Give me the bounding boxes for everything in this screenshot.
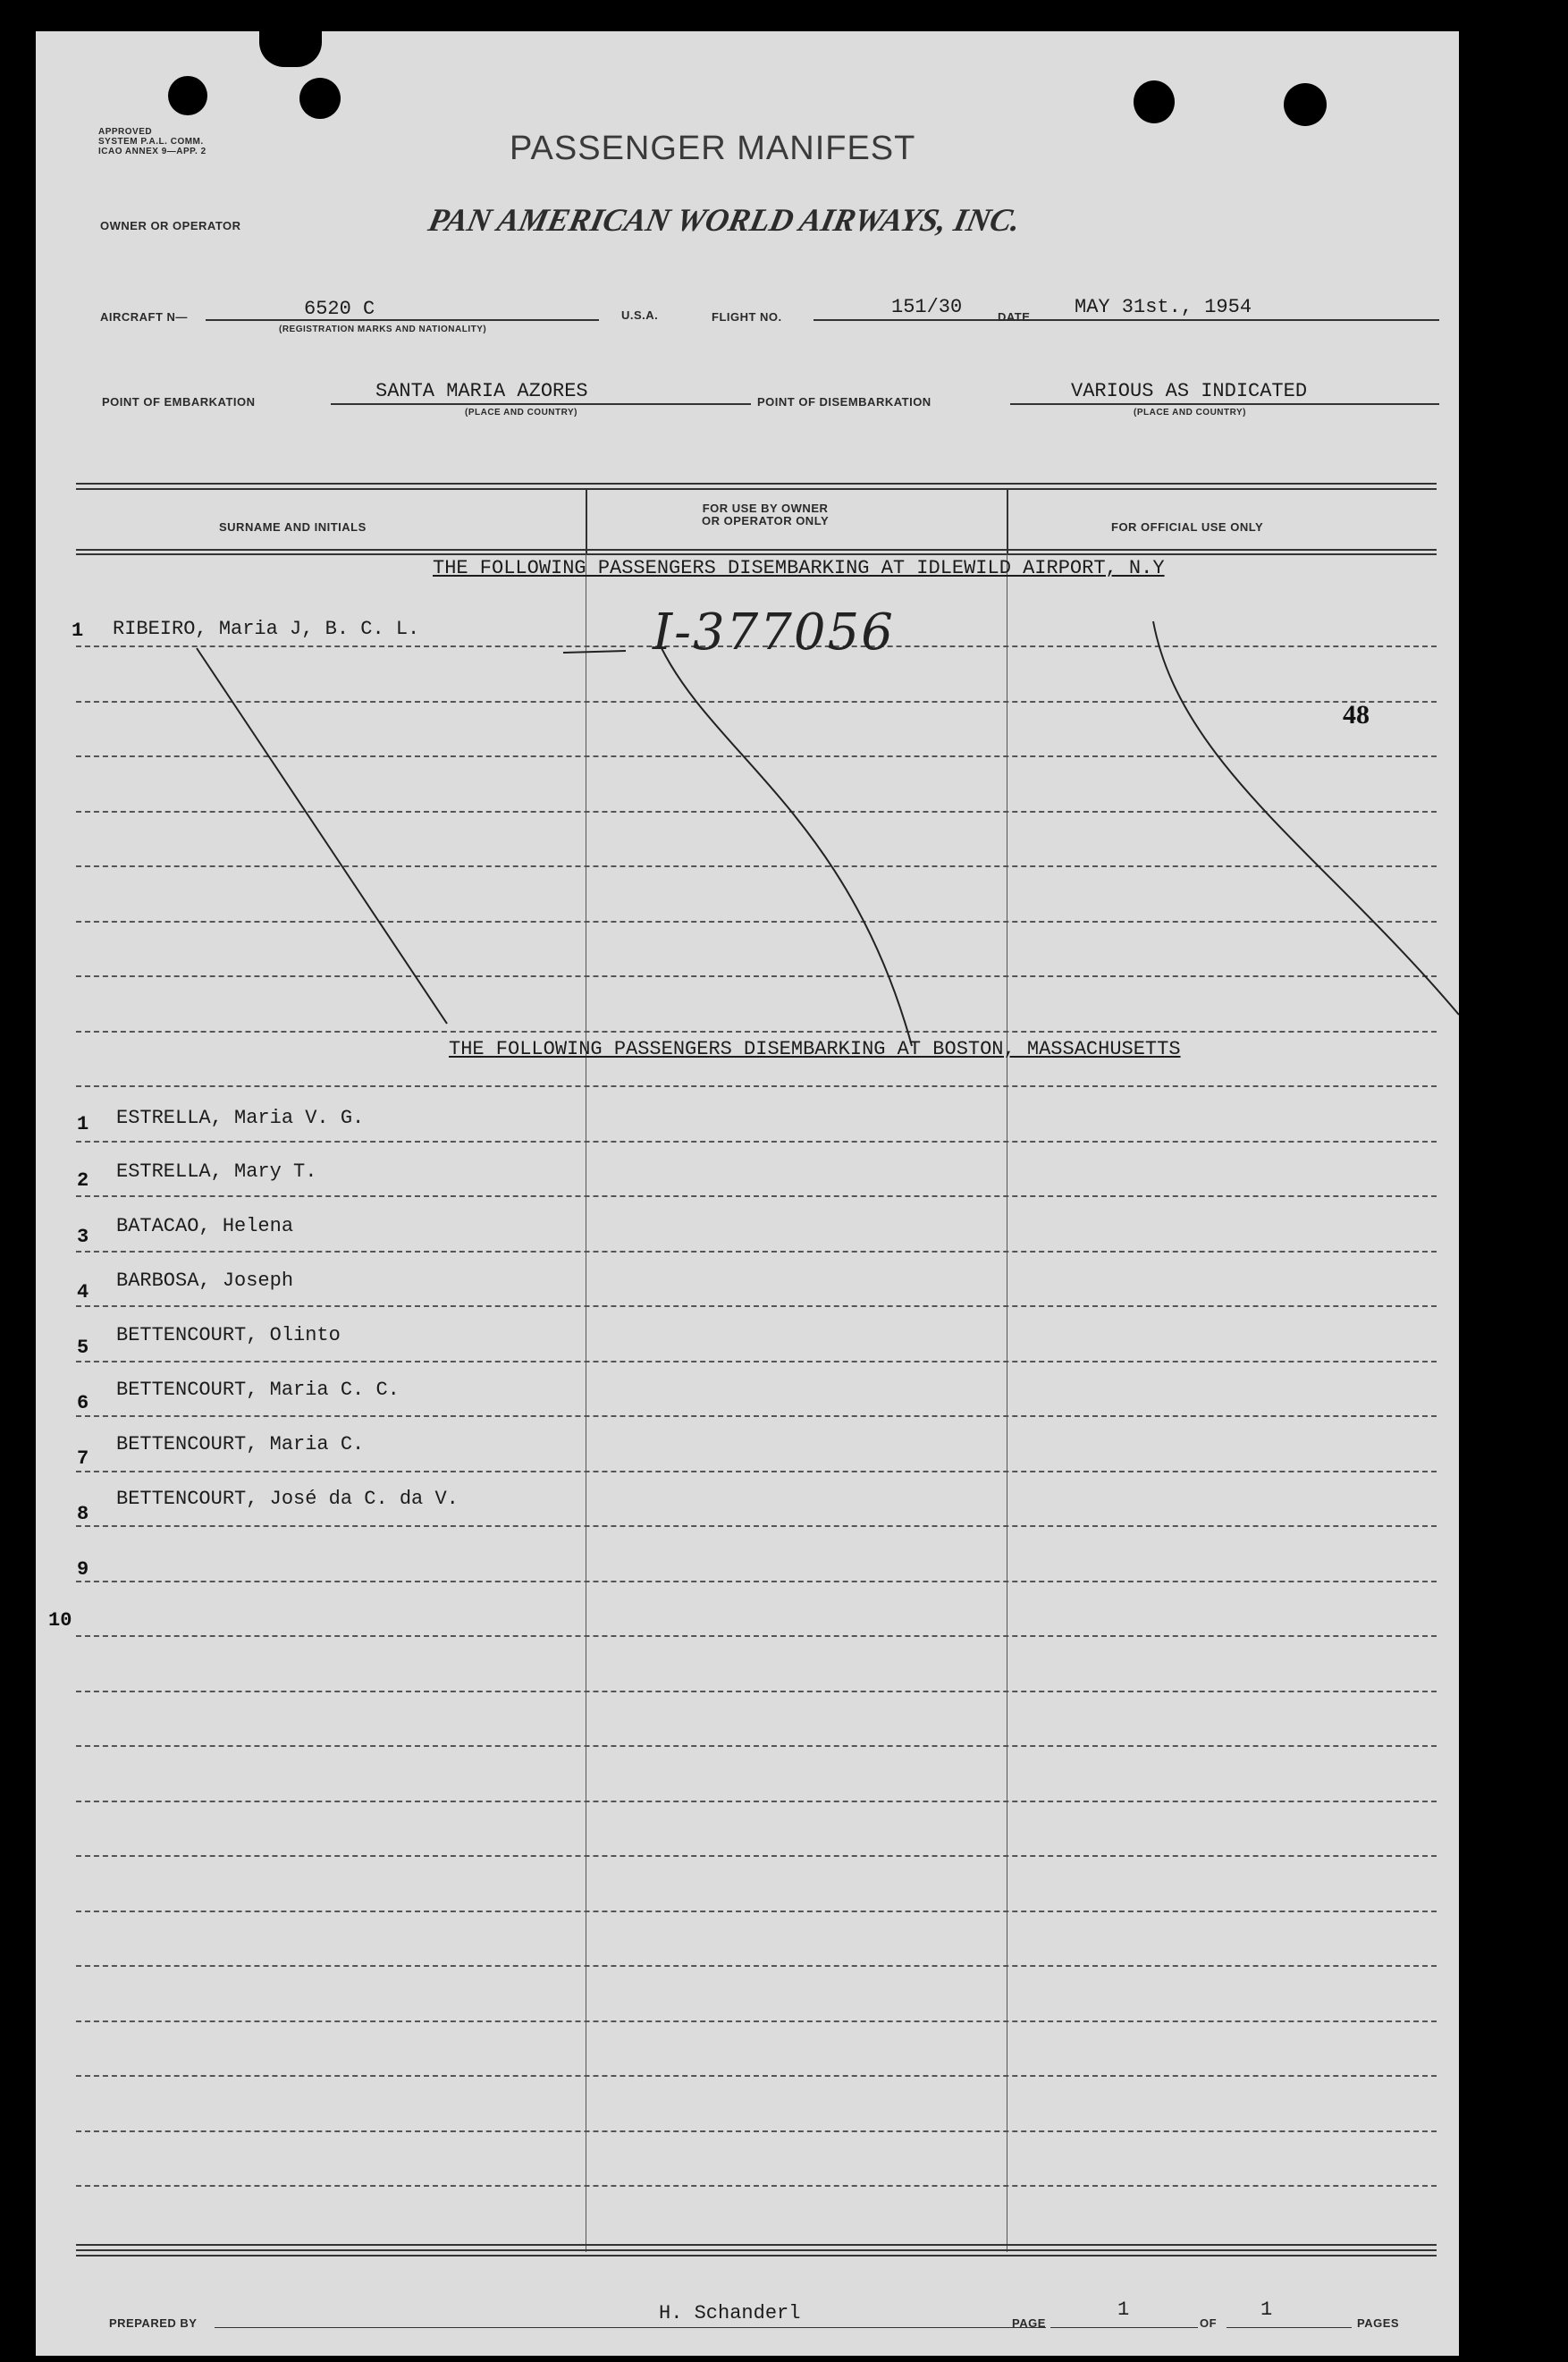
aircraft-label: AIRCRAFT N—: [100, 310, 188, 324]
owner-label: OWNER OR OPERATOR: [100, 219, 241, 232]
ruled-line: [76, 2075, 1437, 2077]
disembark-label: POINT OF DISEMBARKATION: [757, 395, 932, 409]
ruled-line: [76, 1361, 1437, 1362]
row-number: 2: [77, 1169, 89, 1192]
ruled-line: [76, 1305, 1437, 1307]
page-number: 1: [1117, 2299, 1130, 2321]
row-number: 10: [48, 1609, 72, 1632]
aircraft-value: 6520 C: [304, 298, 375, 320]
passenger-name: BETTENCOURT, Olinto: [116, 1324, 341, 1346]
page-title: PASSENGER MANIFEST: [510, 130, 916, 167]
date-value: MAY 31st., 1954: [1075, 296, 1252, 318]
ruled-line: [76, 1635, 1437, 1637]
embark-value: SANTA MARIA AZORES: [375, 380, 588, 402]
disembark-place-note: (PLACE AND COUNTRY): [1134, 408, 1246, 418]
disembark-value: VARIOUS AS INDICATED: [1071, 380, 1308, 402]
flight-label: FLIGHT NO.: [712, 310, 782, 324]
row-number: 6: [77, 1392, 89, 1414]
passenger-name: BARBOSA, Joseph: [116, 1270, 294, 1292]
col-owner-use-line: FOR USE BY OWNER: [702, 502, 829, 515]
embark-label: POINT OF EMBARKATION: [102, 395, 256, 409]
row-number: 9: [77, 1558, 89, 1581]
row-number: 7: [77, 1447, 89, 1470]
prepared-by: H. Schanderl: [659, 2302, 801, 2324]
row-number: 4: [77, 1281, 89, 1303]
ruled-line: [76, 1195, 1437, 1197]
row-number: 1: [72, 620, 84, 642]
ruled-line: [76, 1745, 1437, 1747]
ruled-line: [76, 1141, 1437, 1143]
pages-label: PAGES: [1357, 2316, 1400, 2330]
strike-line-2: [662, 648, 912, 1046]
strike-marks: [36, 31, 1459, 1104]
col-official: FOR OFFICIAL USE ONLY: [1111, 520, 1264, 534]
col-surname: SURNAME AND INITIALS: [219, 520, 367, 534]
flight-value: 151/30: [891, 296, 963, 318]
row-number: 3: [77, 1226, 89, 1248]
ruled-line: [76, 1525, 1437, 1527]
ruled-line: [76, 1911, 1437, 1912]
date-label: DATE: [998, 310, 1031, 324]
strike-line-1: [197, 648, 447, 1024]
section1-heading: THE FOLLOWING PASSENGERS DISEMBARKING AT IDLEWILD AIRPORT, N.Y: [433, 557, 1165, 579]
ruled-line: [76, 1965, 1437, 1967]
row-number: 5: [77, 1337, 89, 1359]
passenger-name: BETTENCOURT, José da C. da V.: [116, 1488, 459, 1510]
passenger-name: ESTRELLA, Maria V. G.: [116, 1107, 365, 1129]
usa-label: U.S.A.: [621, 308, 659, 322]
prepared-label: PREPARED BY: [109, 2316, 198, 2330]
page-label: PAGE: [1012, 2316, 1046, 2330]
embark-place-note: (PLACE AND COUNTRY): [465, 408, 577, 418]
passenger-name: BETTENCOURT, Maria C.: [116, 1433, 365, 1455]
ruled-line: [76, 1415, 1437, 1417]
total-pages: 1: [1260, 2299, 1273, 2321]
ruled-line: [76, 1855, 1437, 1857]
ruled-line: [76, 1691, 1437, 1692]
approval-line: APPROVED: [98, 127, 153, 137]
passenger-name: RIBEIRO, Maria J, B. C. L.: [113, 618, 420, 640]
passenger-name: BATACAO, Helena: [116, 1215, 294, 1237]
registration-note: (REGISTRATION MARKS AND NATIONALITY): [279, 325, 487, 334]
passenger-name: BETTENCOURT, Maria C. C.: [116, 1379, 400, 1401]
ruled-line: [76, 1801, 1437, 1802]
owner-name: PAN AMERICAN WORLD AIRWAYS, INC.: [425, 202, 1024, 238]
margin-mark: 48: [1343, 700, 1370, 730]
ruled-line: [76, 2185, 1437, 2187]
col-owner-use-line: OR OPERATOR ONLY: [702, 514, 830, 527]
strike-line-3: [1153, 621, 1459, 1015]
manifest-page: [36, 31, 1459, 2356]
passenger-name: ESTRELLA, Mary T.: [116, 1160, 317, 1183]
ruled-line: [76, 2130, 1437, 2132]
row-number: 8: [77, 1503, 89, 1525]
strike-dash: [563, 651, 626, 653]
handwritten-ticket-number: I-377056: [653, 603, 895, 662]
ruled-line: [76, 1251, 1437, 1253]
ruled-line: [76, 2020, 1437, 2022]
row-number: 1: [77, 1113, 89, 1135]
approval-line: ICAO ANNEX 9—APP. 2: [98, 147, 207, 156]
ruled-line: [76, 1471, 1437, 1472]
of-label: OF: [1200, 2316, 1218, 2330]
section2-heading: THE FOLLOWING PASSENGERS DISEMBARKING AT BOSTON, MASSACHUSETTS: [449, 1038, 1181, 1060]
approval-line: SYSTEM P.A.L. COMM.: [98, 137, 204, 147]
ruled-line: [76, 1581, 1437, 1582]
